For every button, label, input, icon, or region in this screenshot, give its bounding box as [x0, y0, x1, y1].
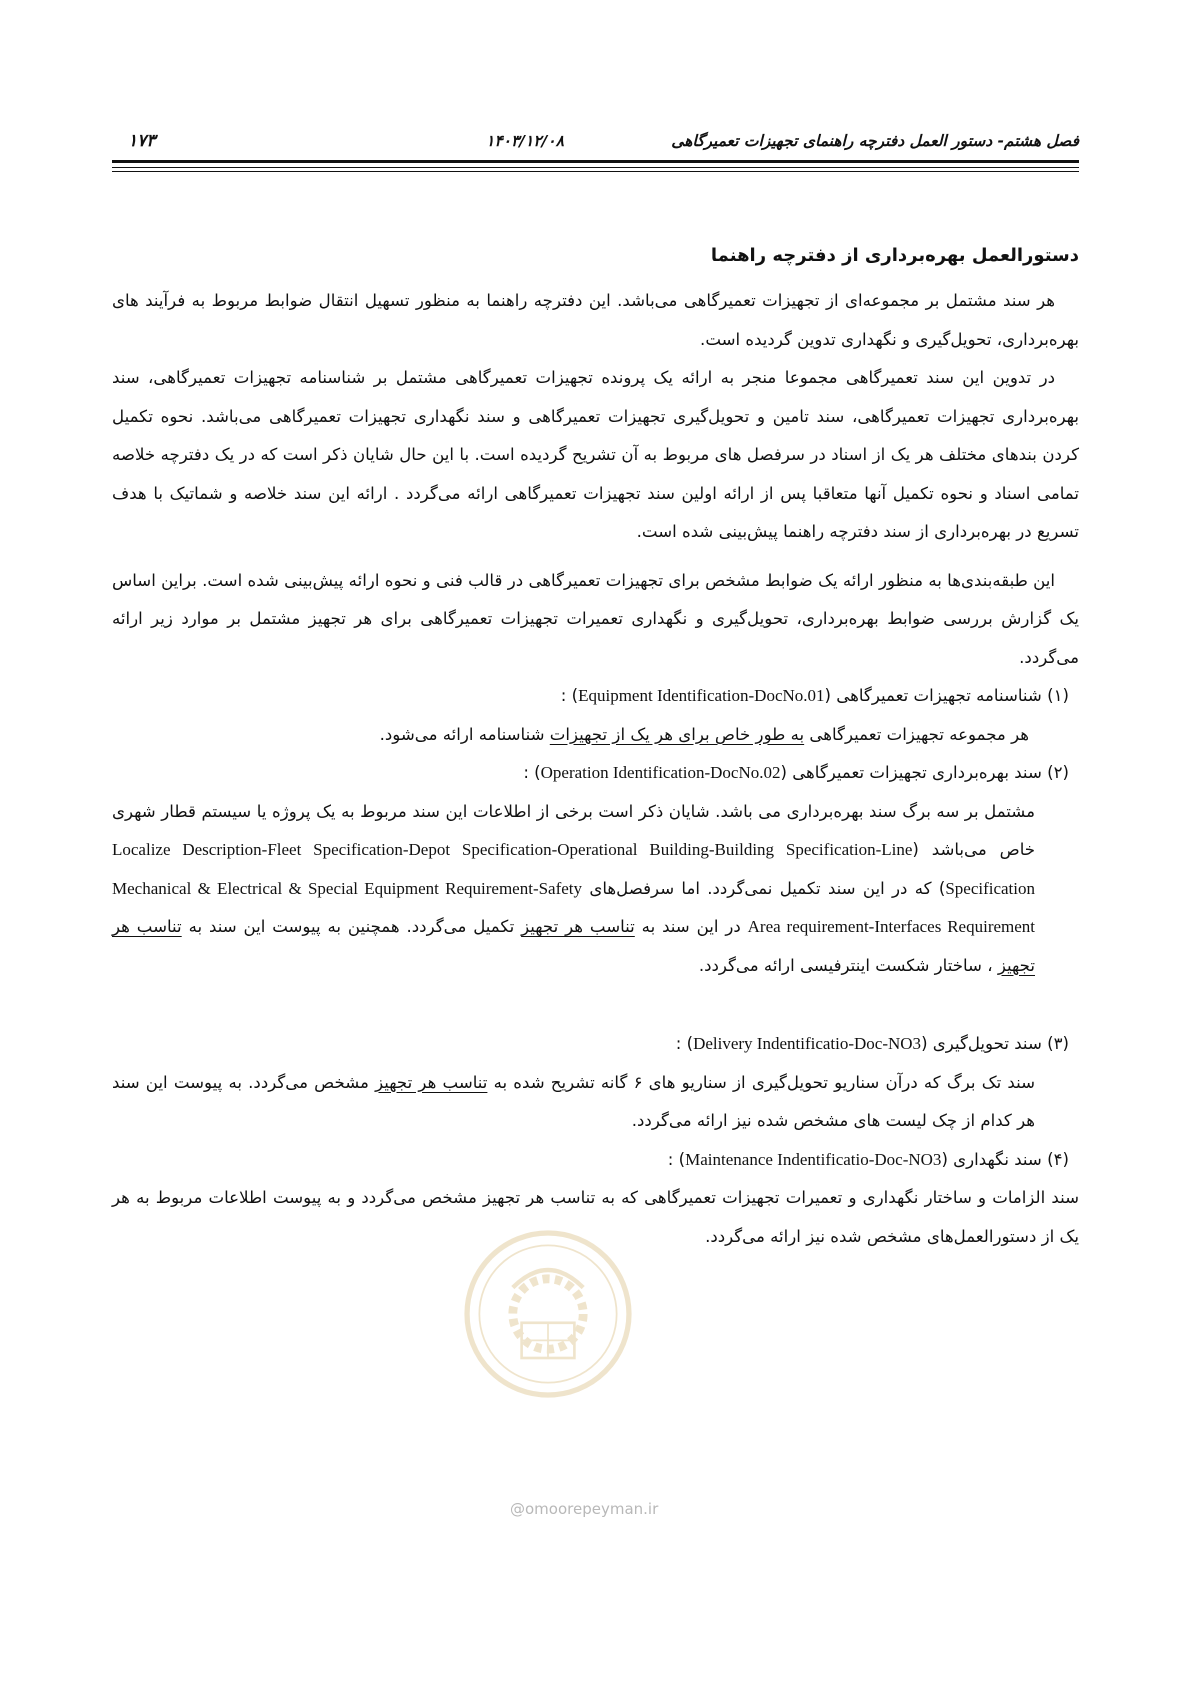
watermark-url: @omoorepeyman.ir — [510, 1500, 659, 1518]
item-1-code: Equipment Identification-DocNo.01 — [578, 686, 825, 705]
item-2-text: مشتمل بر سه برگ سند بهره‌برداری می باشد. شایان ذکر است برخی از اطلاعات این سند مربوط به یک پروژه یا سیستم قطار شهری خاص می‌باشد (Localize Description-Fleet Specification-Depot Specification-Operational Building-Building Specification-Line Specification) که در این سند تکمیل نمی‌گردد. اما سرفصل‌های Mechanical & Electrical & Special Equipment Requirement-Safety Area requirement-Interfaces Requirement در این سند به تناسب هر تجهیز تکمیل می‌گردد. همچنین به پیوست این سند به تناسب هر تجهیز ، ساختار شکست اینترفیسی ارائه می‌گردد. — [112, 801, 1036, 975]
paragraph-classification: این طبقه‌بندی‌ها به منظور ارائه یک ضوابط مشخص برای تجهیزات تعمیرگاهی در قالب فنی و نحوه ارائه پیش‌بینی شده است. براین اساس یک گزارش بررسی ضوابط بهره‌برداری، تحویل‌گیری و نگهداری تعمیرات تجهیزات تعمیرگاهی برای هر تجهیز مشتمل بر موارد زیر ارائه می‌گردد. — [112, 570, 1079, 667]
item-4-text: سند الزامات و ساختار نگهداری و تعمیرات تجهیزات تعمیرگاهی که به تناسب هر تجهیز مشخص می‌گردد و به پیوست اطلاعات مربوط به هر یک از دستورالعمل‌های مشخص شده نیز ارائه می‌گردد. — [112, 1188, 1079, 1246]
item-4-heading: (۴) سند نگهداری (Maintenance Indentificatio-Doc-NO3) : — [667, 1149, 1069, 1169]
page-number: ۱۷۳ — [128, 131, 156, 151]
item-3-text: سند تک برگ که درآن سناریو تحویل‌گیری از سناریو های ۶ گانه تشریح شده به تناسب هر تجهیز مشخص می‌گردد. به پیوست این سند هر کدام از چک لیست های مشخص شده نیز ارائه می‌گردد. — [112, 1072, 1035, 1130]
paragraph-compilation: در تدوین این سند تعمیرگاهی مجموعا منجر به ارائه یک پرونده تجهیزات تعمیرگاهی مشتمل بر شناسنامه تجهیزات تعمیرگاهی، سند بهره‌برداری تجهیزات تعمیرگاهی، سند تامین و تحویل‌گیری تجهیزات تعمیرگاهی و سند نگهداری تجهیزات تعمیرگاهی می‌باشد. نحوه تکمیل کردن بندهای مختلف هر یک از اسناد در سرفصل های مربوط به آن تشریح گردیده است. با این حال شایان ذکر است که در یک دفترچه خلاصه تمامی اسناد و نحوه تکمیل آنها متعاقبا پس از ارائه اولین سند تجهیزات تعمیرگاهی ارائه می‌گردد . ارائه این سند خلاصه و شماتیک با هدف تسریع در بهره‌برداری از سند دفترچه راهنما پیش‌بینی شده است. — [112, 368, 1079, 541]
item-3-heading: (۳) سند تحویل‌گیری (Delivery Indentificatio-Doc-NO3) : — [675, 1034, 1069, 1053]
document-body — [112, 236, 1079, 1256]
item-2-localize-codes: Localize Description-Fleet Specification-Depot Specification-Operational Building-Building Specification-Line Specification — [112, 840, 1036, 898]
item-2-heading: (۲) سند بهره‌برداری تجهیزات تعمیرگاهی (Operation Identification-DocNo.02) : — [523, 763, 1069, 782]
watermark-logo-icon — [460, 1226, 636, 1402]
item-4-code: Maintenance Indentificatio-Doc-NO3 — [685, 1149, 942, 1169]
header-rule-thin-1 — [112, 167, 1079, 168]
header-rule-thick — [112, 160, 1079, 163]
section-title: دستورالعمل بهره‌برداری از دفترچه راهنما — [710, 245, 1079, 266]
item-2-code: Operation Identification-DocNo.02 — [540, 763, 781, 782]
header-chapter-title: فصل هشتم- دستور العمل دفترچه راهنمای تجهیزات تعمیرگاهی — [671, 132, 1079, 150]
item-3-code: Delivery Indentificatio-Doc-NO3 — [693, 1034, 922, 1053]
paragraph-intro: هر سند مشتمل بر مجموعه‌ای از تجهیزات تعمیرگاهی می‌باشد. این دفترچه راهنما به منظور تسهیل انتقال ضوابط مربوط به فرآیند های بهره‌برداری، تحویل‌گیری و نگهداری تدوین گردیده است. — [112, 291, 1079, 349]
header-rule-thin-2 — [112, 171, 1079, 172]
item-2-requirement-codes: Mechanical & Electrical & Special Equipment Requirement-Safety Area requirement-Interfaces Requirement — [112, 878, 1036, 936]
item-1-text: هر مجموعه تجهیزات تعمیرگاهی به طور خاص برای هر یک از تجهیزات شناسنامه ارائه می‌شود. — [379, 724, 1029, 744]
header-date: ۱۴۰۳/۱۲/۰۸ — [486, 132, 564, 150]
item-1-heading: (۱) شناسنامه تجهیزات تعمیرگاهی (Equipment Identification-DocNo.01) : — [560, 686, 1069, 705]
